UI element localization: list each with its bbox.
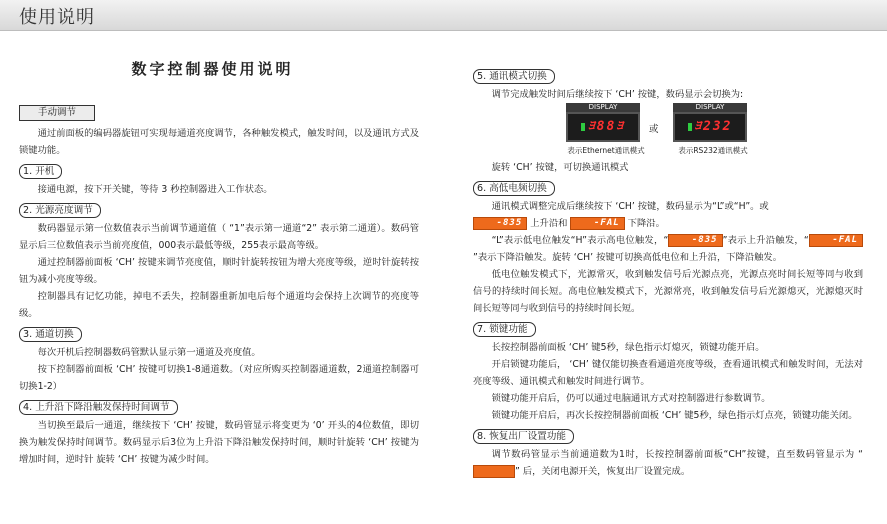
top-banner — [0, 0, 887, 31]
section-7-text-3: 锁键功能开启后，仍可以通过电脑通讯方式对控制器进行参数调节。 — [491, 393, 771, 404]
reset-segment-display — [473, 465, 515, 478]
manual-heading: 手动调节 — [19, 105, 95, 121]
indicator-icon — [581, 123, 585, 131]
ethernet-caption: 表示Ethernet通讯模式 — [567, 146, 645, 155]
falling-edge-segment: -FAL — [570, 217, 624, 230]
section-2-text-3: 控制器具有记忆功能，掉电不丢失，控制器重新加电后每个通道均会保持上次调节的亮度等级。 — [19, 291, 419, 319]
ethernet-digits: ﾖ88ﾖ — [566, 112, 640, 142]
section-5-text-1: 调节完成触发时间后继续按下 ‘CH’ 按键，数码显示会切换为: — [491, 89, 744, 100]
section-1-text: 接通电源，按下开关键，等待 3 秒控制器进入工作状态。 — [37, 184, 273, 195]
section-5-title: 5. 通讯模式切换 — [473, 69, 555, 84]
section-6-text-3: 低电位触发模式下，光源常灭，收到触发信号后光源点亮，光源点亮时间长短等同与收到信号的持续时间长短。高电位触发模式下，光源常亮，收到触发信号后光源熄灭，光源熄灭时间长短等同与收到信号的持续时间长短。 — [473, 269, 863, 314]
falling-edge-segment: -FAL — [809, 234, 863, 247]
left-column — [19, 103, 419, 468]
section-2-title: 2. 光源亮度调节 — [19, 203, 101, 218]
section-6-text-1: 通讯模式调整完成后继续按下 ‘CH’ 按键，数码显示为“L”或“H”。或 -835 上升沿和 -FAL 下降沿。 — [473, 198, 863, 232]
section-7-text-4: 锁键功能开启后，再次长按控制器前面板 ‘CH’ 键5秒，绿色指示灯点亮，锁键功能关闭。 — [491, 410, 858, 421]
display-label: DISPLAY — [673, 103, 747, 112]
section-4-text: 当切换至最后一通道，继续按下 ‘CH’ 按键，数码管显示将变更为 ‘0’ 开头的4位数值，即切换为触发保持时间调节。数码显示后3位为上升沿下降沿触发保持时间，顺时针旋转 ‘CH’ 按键为增加时间，逆时针 旋转 ‘CH’ 按键为减少时间。 — [19, 420, 419, 465]
rs232-caption: 表示RS232通讯模式 — [678, 146, 748, 155]
section-2-text-1: 数码器显示第一位数值表示当前调节通道值（ “1”表示第一通道“2” 表示第二通道）。数码管显示后三位数值表示当前亮度值，000表示最低等级，255表示最高等级。 — [19, 223, 419, 251]
or-text: 或 — [649, 124, 659, 135]
section-6-title: 6. 高低电频切换 — [473, 181, 555, 196]
rising-edge-segment: -835 — [473, 217, 527, 230]
display-examples — [473, 103, 863, 159]
section-7-text-1: 长按控制器前面板 ‘CH’ 键5秒，绿色指示灯熄灭，锁键功能开启。 — [491, 342, 765, 353]
section-3-text-1: 每次开机后控制器数码管默认显示第一通道及亮度值。 — [37, 347, 261, 358]
rs232-digits: ﾖ232 — [673, 112, 747, 142]
rising-edge-segment: -835 — [668, 234, 722, 247]
banner-title: 使用说明 — [19, 7, 95, 28]
section-3-title: 3. 通道切换 — [19, 327, 82, 342]
manual-intro: 通过前面板的编码器旋钮可实现每通道亮度调节，各种触发模式，触发时间，以及通讯方式及锁键功能。 — [19, 128, 419, 156]
section-6-text-2: “L”表示低电位触发“H”表示高电位触发，“ -835 ”表示上升沿触发，“ -FAL”表示下降沿触发。旋转 ‘CH’ 按键可切换高低电位和上升沿，下降沿触发。 — [473, 232, 863, 266]
rs232-display — [673, 103, 748, 155]
right-column — [473, 64, 863, 480]
document-title: 数字控制器使用说明 — [131, 60, 294, 78]
ethernet-display — [566, 103, 645, 155]
section-8-text: 调节数码管显示当前通道数为1时，长按控制器前面板“CH”按键，直至数码管显示为 “” 后，关闭电源开关，恢复出厂设置完成。 — [473, 446, 863, 480]
indicator-icon — [688, 123, 692, 131]
section-2-text-2: 通过控制器前面板 ‘CH’ 按键来调节亮度值，顺时针旋转按钮为增大亮度等级，逆时针旋转按钮为减小亮度等级。 — [19, 257, 419, 285]
section-8-title: 8. 恢复出厂设置功能 — [473, 429, 574, 444]
display-label: DISPLAY — [566, 103, 640, 112]
section-3-text-2: 按下控制器前面板 ‘CH’ 按键可切换1-8通道数。（对应所购买控制器通道数，2通道控制器可切换1-2） — [19, 364, 419, 392]
section-4-title: 4. 上升沿下降沿触发保持时间调节 — [19, 400, 178, 415]
section-7-text-2: 开启锁键功能后， ‘CH’ 键仅能切换查看通道亮度等级，查看通讯模式和触发时间，无法对亮度等级、通讯模式和触发时间进行调节。 — [473, 359, 863, 387]
section-7-title: 7. 锁键功能 — [473, 322, 536, 337]
section-1-title: 1. 开机 — [19, 164, 62, 179]
section-5-text-2: 旋转 ‘CH’ 按键，可切换通讯模式 — [491, 162, 629, 173]
